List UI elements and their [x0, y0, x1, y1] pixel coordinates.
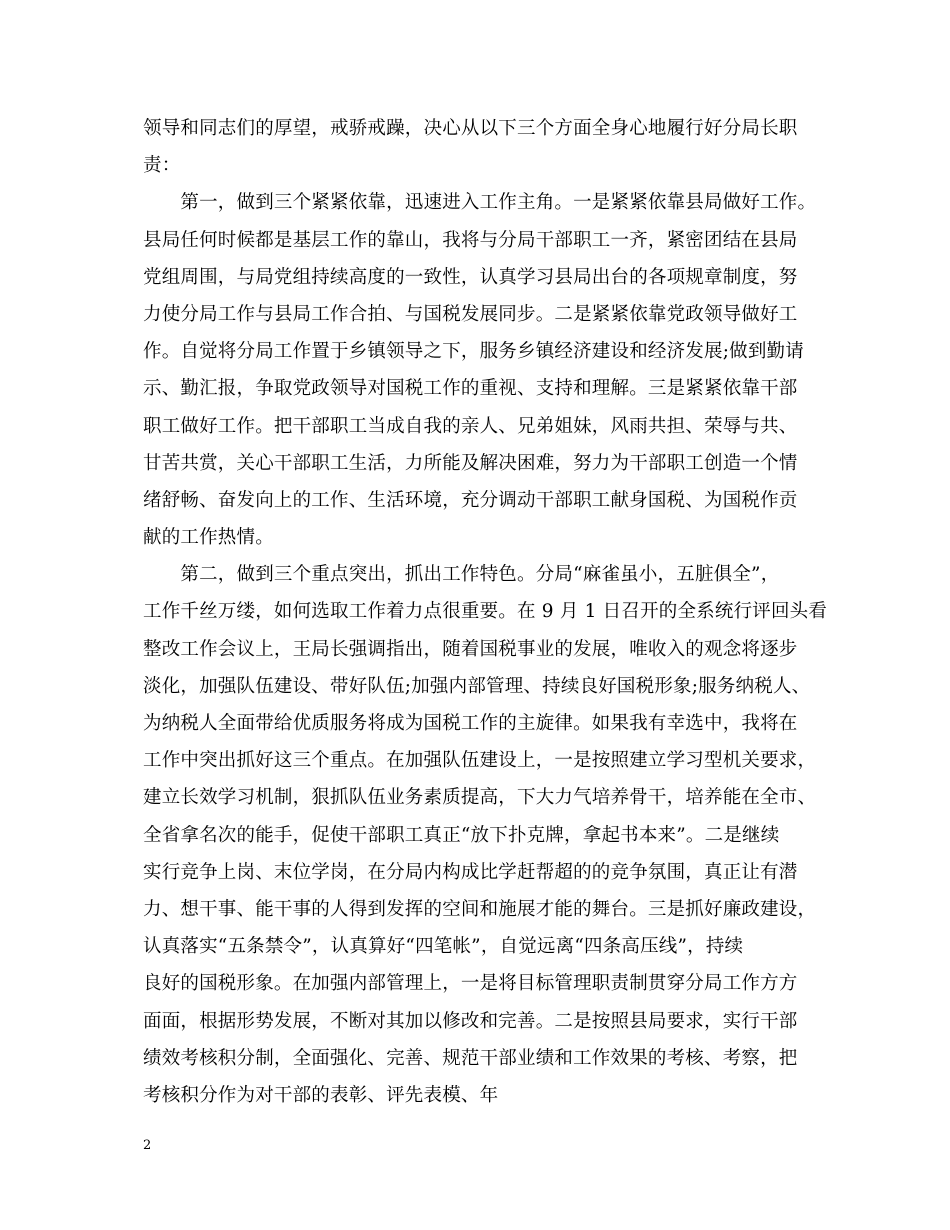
text-line: 责： [143, 155, 181, 177]
text-line: 领导和同志们的厚望，戒骄戒躁，决心从以下三个方面全身心地履行好分局长职 [143, 118, 798, 139]
text-line: 为纳税人全面带给优质服务将成为国税工作的主旋律。如果我有幸选中，我将在 [143, 713, 798, 734]
text-line: 面面，根据形势发展，不断对其加以修改和完善。二是按照县局要求，实行干部 [143, 1010, 798, 1032]
text-line: 考核积分作为对干部的表彰、评先表模、年 [143, 1084, 499, 1106]
text-line: 党组周围，与局党组持续高度的一致性，认真学习县局出台的各项规章制度，努 [143, 266, 798, 288]
text-line: 甘苦共赏，关心干部职工生活，力所能及解决困难，努力为干部职工创造一个情 [143, 452, 798, 474]
text-line: 淡化，加强队伍建设、带好队伍;加强内部管理、持续良好国税形象;服务纳税人、 [143, 675, 811, 697]
document-body [143, 110, 828, 1114]
text-line: 县局任何时候都是基层工作的靠山，我将与分局干部职工一齐，紧密团结在县局 [143, 229, 798, 251]
text-line: 工作中突出抓好这三个重点。在加强队伍建设上，一是按照建立学习型机关要求， [143, 750, 817, 772]
text-line: 良好的国税形象。在加强内部管理上，一是将目标管理职责制贯穿分局工作方方 [143, 973, 798, 995]
text-line: 献的工作热情。 [143, 527, 274, 549]
text-line: 力使分局工作与县局工作合拍、与国税发展同步。二是紧紧依靠党政领导做好工 [143, 303, 798, 325]
text-line: 全省拿名次的能手，促使干部职工真正“放下扑克牌，拿起书本来”。二是继续 [143, 824, 780, 846]
text-line: 第二，做到三个重点突出，抓出工作特色。分局“麻雀虽小，五脏俱全”， [143, 564, 780, 586]
text-line: 工作千丝万缕，如何选取工作着力点很重要。在 9 月 1 日召开的全系统行评回头看 [143, 601, 828, 623]
text-line: 建立长效学习机制，狠抓队伍业务素质提高，下大力气培养骨干，培养能在全市、 [143, 787, 817, 809]
text-line: 示、勤汇报，争取党政领导对国税工作的重视、支持和理解。三是紧紧依靠干部 [143, 378, 798, 400]
text-line: 作。自觉将分局工作置于乡镇领导之下，服务乡镇经济建设和经济发展;做到勤请 [143, 341, 804, 363]
text-line: 第一，做到三个紧紧依靠，迅速进入工作主角。一是紧紧依靠县局做好工作。 [143, 192, 817, 214]
text-line: 整改工作会议上，王局长强调指出，随着国税事业的发展，唯收入的观念将逐步 [143, 638, 798, 660]
text-line: 力、想干事、能干事的人得到发挥的空间和施展才能的舞台。三是抓好廉政建设， [143, 898, 817, 920]
text-line: 绪舒畅、奋发向上的工作、生活环境，充分调动干部职工献身国税、为国税作贡 [143, 489, 798, 511]
text-line: 职工做好工作。把干部职工当成自我的亲人、兄弟姐妹，风雨共担、荣辱与共、 [143, 415, 798, 437]
text-line: 认真落实“五条禁令”，认真算好“四笔帐”，自觉远离“四条高压线”，持续 [143, 936, 744, 958]
text-line: 绩效考核积分制，全面强化、完善、规范干部业绩和工作效果的考核、考察，把 [143, 1047, 798, 1069]
page-number: 2 [143, 1138, 152, 1153]
text-line: 实行竞争上岗、末位学岗，在分局内构成比学赶帮超的的竞争氛围，真正让有潜 [143, 861, 798, 883]
